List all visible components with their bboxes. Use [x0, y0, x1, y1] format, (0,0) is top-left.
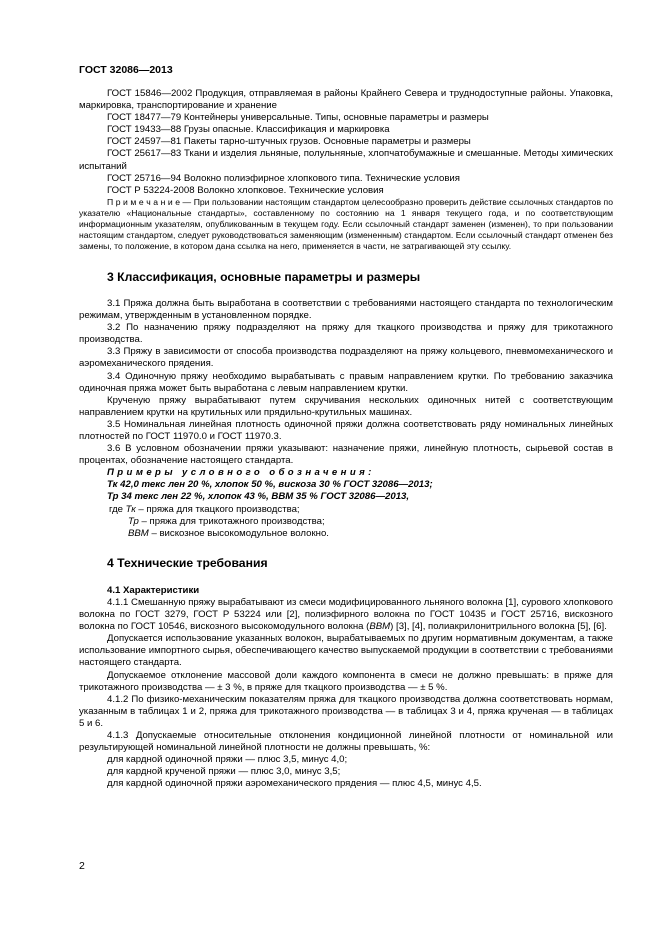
example-2: Тр 34 текс лен 22 %, хлопок 43 %, ВВМ 35 % ГОСТ 32086—2013,	[107, 491, 410, 503]
note-text: — При пользовании настоящим стандартом целесообразно проверить действие ссылочных стандартов по указателю «Национальные стандарты», составленному по состоянию на 1 января текущего года, и по соответствующим информационным указателям, опубликованным в текущем году. Если ссылочный стандарт заменен (изменен), то при пользовании настоящим стандартом, следует руководствоваться заменяющим (измененным) стандартом. Если ссылочный стандарт отменен без замены, то положение, в котором дана ссылка на него, применяется в части, не затрагивающей эту ссылку.	[79, 196, 613, 251]
paragraph-3-2: 3.2 По назначению пряжу подразделяют на пряжу для ткацкого производства и пряжу для трикотажного производства.	[79, 322, 613, 346]
legend-vvm	[79, 528, 613, 540]
paragraph-3-3: 3.3 Пряжу в зависимости от способа производства подразделяют на пряжу кольцевого, пневмомеханического и аэромеханического прядения.	[79, 346, 613, 370]
section-3-heading: 3 Классификация, основные параметры и размеры	[107, 269, 421, 284]
note-label: П р и м е ч а н и е	[107, 196, 180, 207]
page-header-standard: ГОСТ 32086—2013	[79, 64, 173, 76]
paragraph-4-1-1	[79, 597, 613, 633]
reference-gost-24597: ГОСТ 24597—81 Пакеты тарно-штучных грузов. Основные параметры и размеры	[107, 136, 471, 148]
reference-gost-15846: ГОСТ 15846—2002 Продукция, отправляемая в районы Крайнего Севера и труднодоступные районы. Упаковка, маркировка, транспортирование и хранение	[79, 88, 613, 112]
reference-gost-25716: ГОСТ 25716—94 Волокно полиэфирное хлопкового типа. Технические условия	[107, 172, 460, 184]
legend-text-vvm: – вискозное высокомодульное волокно.	[148, 527, 329, 539]
note-paragraph	[79, 197, 613, 252]
paragraph-3-6: 3.6 В условном обозначении пряжи указывают: назначение пряжи, линейную плотность, сырьевой состав в процентах, обозначение настоящего стандарта.	[79, 443, 613, 467]
example-1: Тк 42,0 текс лен 20 %, хлопок 50 %, вискоза 30 % ГОСТ 32086—2013;	[107, 479, 433, 491]
reference-gost-18477: ГОСТ 18477—79 Контейнеры универсальные. Типы, основные параметры и размеры	[107, 112, 489, 124]
paragraph-4-1-1-abbr: ВВМ	[369, 621, 391, 633]
paragraph-4-1-3: 4.1.3 Допускаемые относительные отклонения кондиционной линейной плотности от номинальной или результирующей номинальной линейной плотности не должны превышать, %:	[79, 730, 613, 754]
paragraph-4-1-1-part-a: 4.1.1 Смешанную пряжу вырабатывают из смеси модифицированного льняного волокна [1], сурового хлопкового волокна по ГОСТ 3279, ГОСТ Р 53224 или [2], полиэфирного волокна по ГОСТ 10435 и ГОСТ 25716, вискозного волокна по ГОСТ 10546, вискозного высокомодульного волокна (	[79, 597, 613, 633]
reference-gost-r-53224: ГОСТ Р 53224-2008 Волокно хлопковое. Технические условия	[107, 184, 384, 196]
paragraph-allowed-fibers: Допускается использование указанных волокон, вырабатываемых по другим нормативным документам, а также использование импортного сырья, обеспечивающего качество выпускаемой продукции в соответствии с требованиями настоящего стандарта.	[79, 633, 613, 669]
page-number: 2	[79, 860, 85, 872]
legend-tr	[79, 516, 613, 528]
reference-gost-25617: ГОСТ 25617—83 Ткани и изделия льняные, полульняные, хлопчатобумажные и смешанные. Методы химических испытаний	[79, 148, 613, 172]
legend-abbr-tk: Тк	[125, 503, 136, 515]
paragraph-3-4: 3.4 Одиночную пряжу необходимо вырабатывать с правым направлением крутки. По требованию заказчика одиночная пряжа может быть выработана с левым направлением крутки.	[79, 370, 613, 394]
paragraph-mass-deviation: Допускаемое отклонение массовой доли каждого компонента в смеси не должно превышать: в пряже для трикотажного производства — ± 3 %, в пряже для ткацкого производства — ± 5 %.	[79, 669, 613, 693]
paragraph-4-1-1-part-b: ) [3], [4], полиакрилонитрильного волокна [5], [6].	[390, 621, 607, 633]
paragraph-4-1-2: 4.1.2 По физико-механическим показателям пряжа для ткацкого производства должна соответствовать нормам, указанным в таблицах 1 и 2, пряжа для трикотажного производства — в таблицах 3 и 4, пряжа крученая — в таблицах 5 и 6.	[79, 693, 613, 729]
legend-text-tr: – пряжа для трикотажного производства;	[138, 515, 325, 527]
legend-abbr-vvm: ВВМ	[128, 527, 149, 539]
legend-prefix: где	[109, 503, 126, 515]
paragraph-3-4-twisted: Крученую пряжу вырабатывают путем скручивания нескольких одиночных нитей с соответствующим направлением крутки на крутильных или прядильно-крутильных машинах.	[79, 394, 613, 418]
list-item: для кардной одиночной пряжи аэромеханического прядения — плюс 4,5, минус 4,5.	[107, 778, 482, 790]
list-item: для кардной крученой пряжи — плюс 3,0, минус 3,5;	[107, 766, 341, 778]
examples-title: Примеры условного обозначения:	[107, 467, 375, 479]
reference-gost-19433: ГОСТ 19433—88 Грузы опасные. Классификация и маркировка	[107, 124, 390, 136]
legend-tk	[79, 504, 613, 516]
legend-abbr-tr: Тр	[128, 515, 139, 527]
paragraph-3-1: 3.1 Пряжа должна быть выработана в соответствии с требованиями настоящего стандарта по технологическим режимам, утвержденным в установленном порядке.	[79, 297, 613, 322]
section-4-heading: 4 Технические требования	[107, 555, 268, 570]
subsection-4-1-heading: 4.1 Характеристики	[107, 584, 200, 596]
page-content	[79, 88, 613, 791]
paragraph-3-5: 3.5 Номинальная линейная плотность одиночной пряжи должна соответствовать ряду номинальных линейных плотностей по ГОСТ 11970.0 и ГОСТ 11970.3.	[79, 418, 613, 442]
list-item: для кардной одиночной пряжи — плюс 3,5, минус 4,0;	[107, 754, 348, 766]
legend-text-tk: – пряжа для ткацкого производства;	[135, 503, 300, 515]
